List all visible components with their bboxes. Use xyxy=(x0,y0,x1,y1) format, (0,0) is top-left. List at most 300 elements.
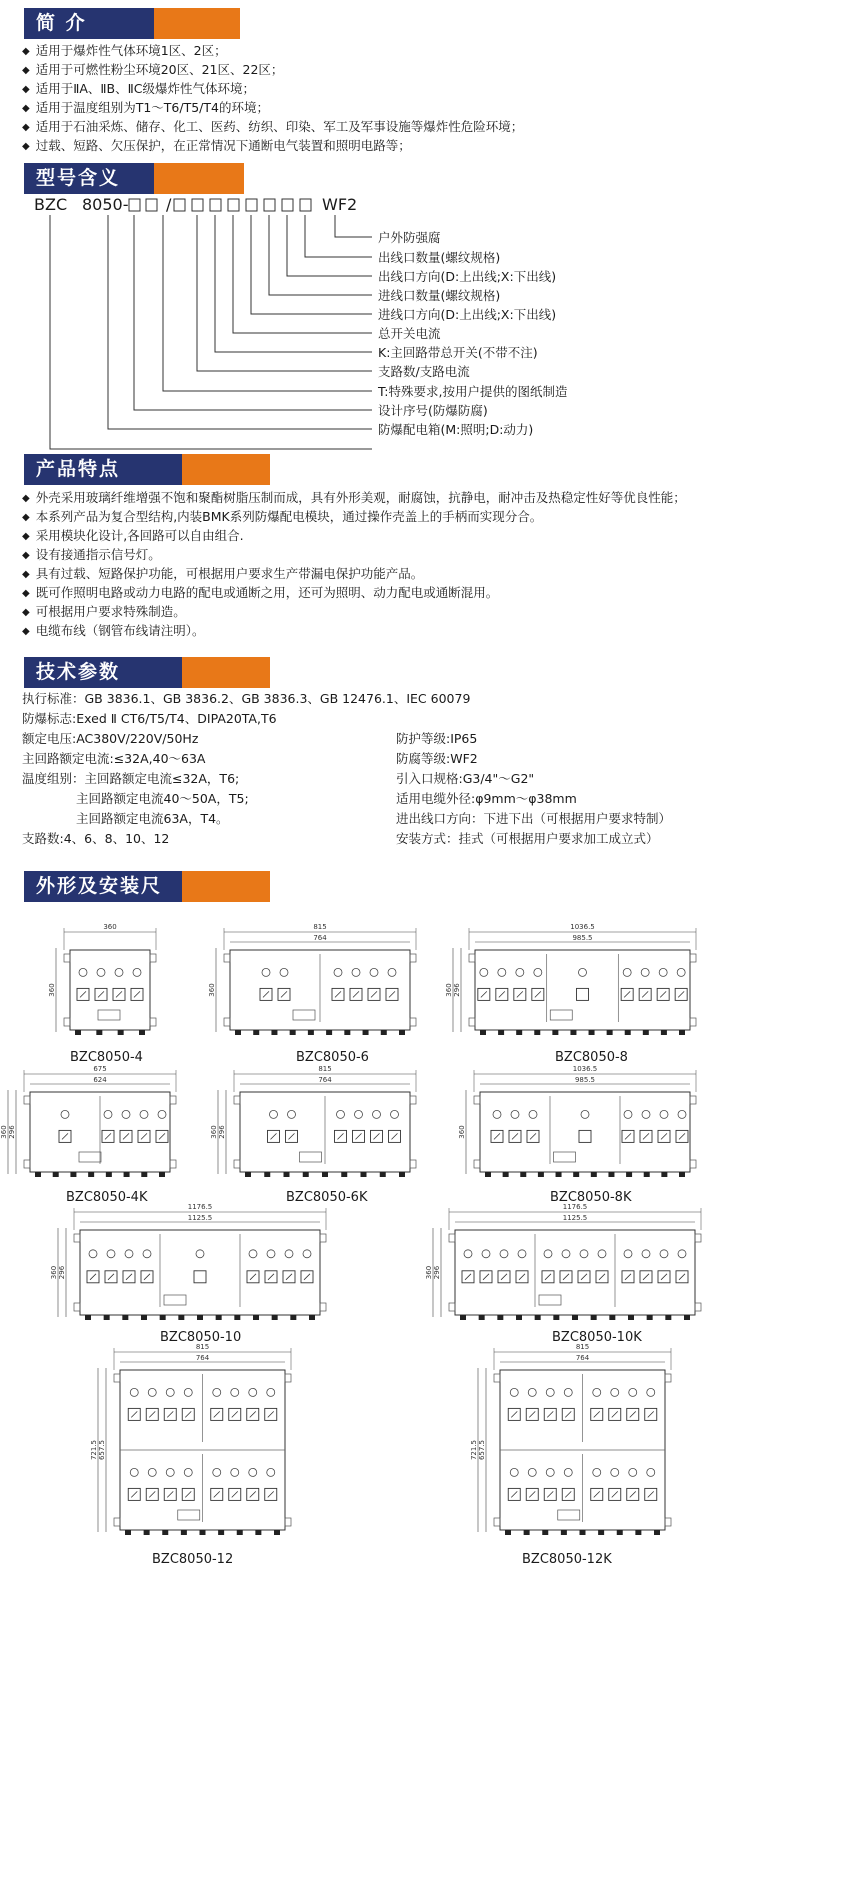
feature-item: ◆ 既可作照明电路或动力电路的配电或通断之用，还可为照明、动力配电或通断混用。 xyxy=(22,585,498,602)
module-indicator-lamp xyxy=(660,1250,668,1258)
module-switch-handle xyxy=(645,1488,657,1500)
cable-gland xyxy=(524,1530,530,1535)
cable-gland xyxy=(271,1030,277,1035)
module-indicator-lamp xyxy=(528,1388,536,1396)
module-switch-handle xyxy=(389,1130,401,1142)
module-indicator-lamp xyxy=(213,1468,221,1476)
module-switch-handle xyxy=(675,988,687,1000)
module-indicator-lamp xyxy=(518,1250,526,1258)
module-switch-handle xyxy=(622,1130,634,1142)
module-indicator-lamp xyxy=(280,968,288,976)
enclosure-outline xyxy=(500,1370,665,1530)
dimension-inner-width-label: 1125.5 xyxy=(187,1214,213,1222)
module-switch-handle xyxy=(120,1130,132,1142)
module-indicator-lamp xyxy=(564,1468,572,1476)
module-switch-handle xyxy=(265,1408,277,1420)
module-switch-handle xyxy=(480,1271,492,1283)
cable-gland xyxy=(245,1172,251,1177)
feature-item: ◆ 电缆布线（钢管布线请注明）。 xyxy=(22,623,204,640)
section-title: 型号含义 xyxy=(24,163,154,194)
module-indicator-lamp xyxy=(352,968,360,976)
module-switch-handle xyxy=(268,1130,280,1142)
cable-gland xyxy=(570,1030,576,1035)
tech-left-item: 主回路额定电流63A，T4。 xyxy=(76,811,229,826)
cable-gland xyxy=(591,1315,597,1320)
section-header-tech xyxy=(24,657,270,688)
module-indicator-lamp xyxy=(140,1110,148,1118)
intro-item: ◆ 过载、短路、欠压保护，在正常情况下通断电气装置和照明电路等； xyxy=(22,138,411,155)
cable-gland xyxy=(580,1530,586,1535)
cable-gland xyxy=(661,1172,667,1177)
dimension-height-label: 360 xyxy=(0,1125,8,1139)
tech-right-item: 适用电缆外径:φ9mm～φ38mm xyxy=(396,791,577,806)
module-switch-handle xyxy=(658,1271,670,1283)
cable-gland xyxy=(237,1530,243,1535)
module-switch-handle xyxy=(542,1271,554,1283)
cable-gland xyxy=(144,1530,150,1535)
dimension-inner-width-label: 764 xyxy=(575,1354,590,1362)
cable-gland xyxy=(181,1530,187,1535)
model-label: 设计序号(防爆防腐) xyxy=(378,403,488,418)
dimension-inner-width-label: 764 xyxy=(195,1354,210,1362)
model-slash: / xyxy=(166,195,172,214)
module-switch-handle xyxy=(591,1488,603,1500)
cable-gland xyxy=(200,1530,206,1535)
module-indicator-lamp xyxy=(546,1468,554,1476)
cable-gland xyxy=(665,1315,671,1320)
tech-exmark: 防爆标志:Exed Ⅱ CT6/T5/T4、DIPA20TA,T6 xyxy=(22,711,277,726)
cable-gland xyxy=(479,1315,485,1320)
section-header-features xyxy=(24,454,270,485)
model-label: 出线口方向(D:上出线;X:下出线) xyxy=(378,269,557,284)
cable-gland xyxy=(520,1172,526,1177)
dimension-width-label: 1176.5 xyxy=(562,1203,588,1211)
module-indicator-lamp xyxy=(500,1250,508,1258)
module-switch-handle xyxy=(639,988,651,1000)
section-title: 产品特点 xyxy=(24,454,182,485)
cable-gland xyxy=(344,1030,350,1035)
feature-item: ◆ 外壳采用玻璃纤维增强不饱和聚酯树脂压制而成，具有外形美观，耐腐蚀，抗静电，耐冲击及热稳定性好等优良性能； xyxy=(22,490,686,507)
cable-gland xyxy=(497,1315,503,1320)
model-label: 防爆配电箱(M:照明;D:动力) xyxy=(378,422,534,437)
module-switch-handle xyxy=(657,988,669,1000)
dimension-inner-width-label: 985.5 xyxy=(572,934,593,942)
module-indicator-lamp xyxy=(528,1468,536,1476)
cable-gland xyxy=(216,1315,222,1320)
cable-gland xyxy=(460,1315,466,1320)
dimension-inner-width-label: 764 xyxy=(318,1076,332,1084)
module-switch-handle xyxy=(247,1488,259,1500)
cable-gland xyxy=(361,1172,367,1177)
module-indicator-lamp xyxy=(464,1250,472,1258)
enclosure-outline xyxy=(30,1092,170,1172)
module-switch-handle xyxy=(350,988,362,1000)
module-indicator-lamp xyxy=(61,1110,69,1118)
cable-gland xyxy=(591,1172,597,1177)
section-header-model xyxy=(24,163,244,194)
module-switch-handle xyxy=(544,1488,556,1500)
tech-right-item: 进出线口方向：下进下出（可根据用户要求特制） xyxy=(396,811,672,826)
module-indicator-lamp xyxy=(391,1110,399,1118)
module-indicator-lamp xyxy=(529,1110,537,1118)
cable-gland xyxy=(516,1315,522,1320)
dimension-height-label: 360 xyxy=(458,1125,466,1139)
module-switch-handle xyxy=(128,1408,140,1420)
cable-gland xyxy=(218,1530,224,1535)
cable-gland xyxy=(70,1172,76,1177)
module-indicator-lamp xyxy=(611,1468,619,1476)
cable-gland xyxy=(598,1530,604,1535)
module-indicator-lamp xyxy=(647,1468,655,1476)
cable-gland xyxy=(308,1030,314,1035)
module-indicator-lamp xyxy=(355,1110,363,1118)
drawing-caption: BZC8050-10K xyxy=(552,1330,642,1345)
module-indicator-lamp xyxy=(122,1110,130,1118)
cable-gland xyxy=(644,1172,650,1177)
module-indicator-lamp xyxy=(133,968,141,976)
cable-gland xyxy=(608,1172,614,1177)
cable-gland xyxy=(498,1030,504,1035)
feature-item: ◆ 设有接通指示信号灯。 xyxy=(22,547,161,564)
dimension-height-label: 360 xyxy=(425,1265,433,1280)
module-indicator-lamp xyxy=(79,968,87,976)
enclosure-outline xyxy=(80,1230,320,1315)
module-switch-handle xyxy=(260,988,272,1000)
module-indicator-lamp xyxy=(231,1388,239,1396)
module-switch-handle xyxy=(113,988,125,1000)
module-switch-handle xyxy=(301,1271,313,1283)
cable-gland xyxy=(75,1030,81,1035)
tech-right-item: 防护等级:IP65 xyxy=(396,731,478,746)
module-indicator-lamp xyxy=(370,968,378,976)
dimension-height-label: 360 xyxy=(210,1125,218,1139)
dimension-width-label: 815 xyxy=(313,923,327,931)
module-switch-handle xyxy=(621,988,633,1000)
cable-gland xyxy=(552,1030,558,1035)
module-indicator-lamp xyxy=(143,1250,151,1258)
module-switch-handle xyxy=(491,1130,503,1142)
cable-gland xyxy=(178,1315,184,1320)
module-switch-handle xyxy=(247,1408,259,1420)
cable-gland xyxy=(534,1030,540,1035)
cable-gland xyxy=(35,1172,41,1177)
cable-gland xyxy=(106,1172,112,1177)
module-switch-handle xyxy=(578,1271,590,1283)
module-indicator-lamp xyxy=(107,1250,115,1258)
dimension-width-label: 815 xyxy=(318,1065,332,1073)
module-switch-handle xyxy=(640,1271,652,1283)
cable-gland xyxy=(535,1315,541,1320)
feature-item: ◆ 采用模块化设计,各回路可以自由组合. xyxy=(22,528,244,545)
module-switch-handle xyxy=(247,1271,259,1283)
dimension-height-label: 657.5 xyxy=(478,1439,486,1461)
dimension-height-label: 296 xyxy=(58,1265,66,1280)
module-indicator-lamp xyxy=(184,1388,192,1396)
module-switch-handle xyxy=(164,1408,176,1420)
module-switch-handle xyxy=(526,1408,538,1420)
cable-gland xyxy=(309,1315,315,1320)
cable-gland xyxy=(274,1530,280,1535)
dimension-width-label: 815 xyxy=(195,1343,210,1351)
feature-item: ◆ 可根据用户要求特殊制造。 xyxy=(22,604,186,621)
module-switch-handle xyxy=(508,1488,520,1500)
module-indicator-lamp xyxy=(303,1250,311,1258)
dimension-height-label: 296 xyxy=(433,1265,441,1280)
module-indicator-lamp xyxy=(678,1250,686,1258)
module-switch-handle xyxy=(138,1130,150,1142)
model-label: 户外防强腐 xyxy=(378,230,441,245)
module-switch-handle xyxy=(368,988,380,1000)
dimension-width-label: 815 xyxy=(575,1343,590,1351)
cable-gland xyxy=(125,1530,131,1535)
module-switch-handle xyxy=(211,1408,223,1420)
module-indicator-lamp xyxy=(262,968,270,976)
module-switch-handle xyxy=(286,1130,298,1142)
module-indicator-lamp xyxy=(516,968,524,976)
module-switch-handle xyxy=(609,1408,621,1420)
module-switch-handle xyxy=(146,1488,158,1500)
module-indicator-lamp xyxy=(249,1250,257,1258)
module-indicator-lamp xyxy=(624,1250,632,1258)
module-indicator-lamp xyxy=(593,1388,601,1396)
enclosure-outline xyxy=(70,950,150,1030)
module-indicator-lamp xyxy=(104,1110,112,1118)
enclosure-outline xyxy=(475,950,690,1030)
cable-gland xyxy=(679,1172,685,1177)
module-indicator-lamp xyxy=(677,968,685,976)
enclosure-outline xyxy=(120,1370,285,1530)
module-indicator-lamp xyxy=(130,1468,138,1476)
cable-gland xyxy=(160,1315,166,1320)
module-switch-handle xyxy=(386,988,398,1000)
module-switch-handle xyxy=(265,1271,277,1283)
cable-gland xyxy=(96,1030,102,1035)
cable-gland xyxy=(118,1030,124,1035)
cable-gland xyxy=(122,1315,128,1320)
module-switch-handle xyxy=(211,1488,223,1500)
module-indicator-lamp xyxy=(231,1468,239,1476)
dimension-width-label: 1176.5 xyxy=(187,1203,213,1211)
module-indicator-lamp xyxy=(482,1250,490,1258)
feature-item: ◆ 具有过载、短路保护功能，可根据用户要求生产带漏电保护功能产品。 xyxy=(22,566,423,583)
module-indicator-lamp xyxy=(660,1110,668,1118)
cable-gland xyxy=(272,1315,278,1320)
dimension-height-label: 360 xyxy=(208,983,216,997)
section-header-intro xyxy=(24,8,240,39)
tech-right-item: 防腐等级:WF2 xyxy=(396,751,478,766)
module-switch-handle xyxy=(609,1488,621,1500)
module-indicator-lamp xyxy=(480,968,488,976)
cable-gland xyxy=(290,1030,296,1035)
module-switch-handle xyxy=(265,1488,277,1500)
module-switch-handle xyxy=(128,1488,140,1500)
module-switch-handle xyxy=(371,1130,383,1142)
model-label: 出线口数量(螺纹规格) xyxy=(378,250,501,265)
module-indicator-lamp xyxy=(89,1250,97,1258)
cable-gland xyxy=(505,1530,511,1535)
module-switch-handle xyxy=(562,1488,574,1500)
cable-gland xyxy=(53,1172,59,1177)
module-switch-handle xyxy=(164,1488,176,1500)
model-label: T:特殊要求,按用户提供的图纸制造 xyxy=(378,384,568,399)
dimension-inner-width-label: 764 xyxy=(313,934,327,942)
module-switch-handle xyxy=(146,1408,158,1420)
cable-gland xyxy=(399,1172,405,1177)
cable-gland xyxy=(159,1172,165,1177)
dimension-width-label: 1036.5 xyxy=(570,923,595,931)
module-indicator-lamp xyxy=(148,1468,156,1476)
drawing-caption: BZC8050-12K xyxy=(522,1552,612,1567)
cable-gland xyxy=(253,1315,259,1320)
module-indicator-lamp xyxy=(593,1468,601,1476)
model-code-diagram xyxy=(0,195,860,450)
model-label: 进线口方向(D:上出线;X:下出线) xyxy=(378,307,557,322)
model-label: 进线口数量(螺纹规格) xyxy=(378,288,501,303)
module-indicator-lamp xyxy=(267,1388,275,1396)
cable-gland xyxy=(322,1172,328,1177)
intro-item: ◆ 适用于ⅡA、ⅡB、ⅡC级爆炸性气体环境； xyxy=(22,81,255,98)
module-indicator-lamp xyxy=(213,1388,221,1396)
tech-standard: 执行标准：GB 3836.1、GB 3836.2、GB 3836.3、GB 12476.1、IEC 60079 xyxy=(22,691,471,706)
model-label: 支路数/支路电流 xyxy=(378,364,470,379)
cable-gland xyxy=(380,1172,386,1177)
module-switch-handle xyxy=(532,988,544,1000)
cable-gland xyxy=(284,1172,290,1177)
module-indicator-lamp xyxy=(270,1110,278,1118)
cable-gland xyxy=(561,1530,567,1535)
module-switch-handle xyxy=(544,1408,556,1420)
module-indicator-lamp xyxy=(249,1468,257,1476)
module-switch-handle xyxy=(496,988,508,1000)
dimension-height-label: 360 xyxy=(50,1265,58,1280)
module-indicator-lamp xyxy=(166,1388,174,1396)
cable-gland xyxy=(139,1030,145,1035)
cable-gland xyxy=(542,1530,548,1535)
module-switch-handle xyxy=(627,1408,639,1420)
module-indicator-lamp xyxy=(642,1110,650,1118)
intro-item: ◆ 适用于爆炸性气体环境1区、2区； xyxy=(22,43,227,60)
module-switch-handle xyxy=(526,1488,538,1500)
dimension-height-label: 296 xyxy=(218,1125,226,1139)
dimension-height-label: 721.5 xyxy=(90,1439,98,1461)
module-switch-handle xyxy=(59,1130,71,1142)
module-switch-handle xyxy=(676,1271,688,1283)
dimension-height-label: 360 xyxy=(445,983,453,997)
module-switch-handle xyxy=(658,1130,670,1142)
dimension-height-label: 296 xyxy=(453,983,461,997)
module-switch-handle xyxy=(95,988,107,1000)
module-switch-handle xyxy=(591,1408,603,1420)
cable-gland xyxy=(255,1530,261,1535)
module-indicator-lamp xyxy=(598,1250,606,1258)
module-indicator-lamp xyxy=(493,1110,501,1118)
module-switch-handle xyxy=(622,1271,634,1283)
module-indicator-lamp xyxy=(166,1468,174,1476)
module-indicator-lamp xyxy=(288,1110,296,1118)
cable-gland xyxy=(617,1530,623,1535)
module-switch-handle xyxy=(332,988,344,1000)
drawing-caption: BZC8050-8K xyxy=(550,1190,632,1205)
enclosure-outline xyxy=(230,950,410,1030)
enclosure-outline xyxy=(240,1092,410,1172)
drawing-caption: BZC8050-4K xyxy=(66,1190,148,1205)
module-switch-handle xyxy=(156,1130,168,1142)
module-switch-handle xyxy=(527,1130,539,1142)
module-switch-handle xyxy=(105,1271,117,1283)
cable-gland xyxy=(399,1030,405,1035)
dimension-inner-width-label: 624 xyxy=(93,1076,107,1084)
intro-item: ◆ 适用于可燃性粉尘环境20区、21区、22区； xyxy=(22,62,283,79)
module-indicator-lamp xyxy=(249,1388,257,1396)
module-indicator-lamp xyxy=(97,968,105,976)
drawing-caption: BZC8050-6 xyxy=(296,1050,369,1065)
cable-gland xyxy=(141,1315,147,1320)
module-switch-handle xyxy=(123,1271,135,1283)
tech-left-item: 主回路额定电流:≤32A,40～63A xyxy=(22,751,206,766)
cable-gland xyxy=(234,1315,240,1320)
module-switch-handle xyxy=(462,1271,474,1283)
module-indicator-lamp xyxy=(498,968,506,976)
intro-item: ◆ 适用于温度组别为T1～T6/T5/T4的环境； xyxy=(22,100,269,117)
module-indicator-lamp xyxy=(267,1468,275,1476)
tech-left-item: 支路数:4、6、8、10、12 xyxy=(22,831,170,846)
cable-gland xyxy=(235,1030,241,1035)
cable-gland xyxy=(326,1030,332,1035)
cable-gland xyxy=(589,1030,595,1035)
model-prefix: BZC xyxy=(34,195,68,214)
module-switch-handle xyxy=(283,1271,295,1283)
module-indicator-lamp xyxy=(647,1388,655,1396)
module-indicator-lamp xyxy=(510,1468,518,1476)
tech-right-item: 引入口规格:G3/4"～G2" xyxy=(396,771,535,786)
cable-gland xyxy=(553,1315,559,1320)
module-indicator-lamp xyxy=(546,1388,554,1396)
module-indicator-lamp xyxy=(623,968,631,976)
cable-gland xyxy=(516,1030,522,1035)
cable-gland xyxy=(661,1030,667,1035)
feature-item: ◆ 本系列产品为复合型结构,内装BMK系列防爆配电模块，通过操作壳盖上的手柄而实现分合。 xyxy=(22,509,542,526)
cable-gland xyxy=(88,1172,94,1177)
module-indicator-lamp xyxy=(115,968,123,976)
cable-gland xyxy=(363,1030,369,1035)
tech-right-item: 安装方式：挂式（可根据用户要求加工成立式） xyxy=(396,831,659,846)
section-title: 外形及安装尺寸 xyxy=(24,871,182,902)
module-switch-handle xyxy=(278,988,290,1000)
module-indicator-lamp xyxy=(158,1110,166,1118)
module-indicator-lamp xyxy=(534,968,542,976)
section-title: 技术参数 xyxy=(24,657,182,688)
cable-gland xyxy=(635,1530,641,1535)
module-switch-handle xyxy=(182,1488,194,1500)
module-switch-handle xyxy=(676,1130,688,1142)
module-indicator-lamp xyxy=(130,1388,138,1396)
cable-gland xyxy=(253,1030,259,1035)
module-switch-handle xyxy=(596,1271,608,1283)
drawing-caption: BZC8050-8 xyxy=(555,1050,628,1065)
section-title: 简 介 xyxy=(24,8,154,39)
cable-gland xyxy=(162,1530,168,1535)
module-switch-handle xyxy=(498,1271,510,1283)
cable-gland xyxy=(628,1315,634,1320)
cable-gland xyxy=(625,1030,631,1035)
module-indicator-lamp xyxy=(544,1250,552,1258)
cable-gland xyxy=(303,1172,309,1177)
model-code: 8050- xyxy=(82,195,129,214)
module-indicator-lamp xyxy=(624,1110,632,1118)
module-indicator-lamp xyxy=(337,1110,345,1118)
cable-gland xyxy=(503,1172,509,1177)
cable-gland xyxy=(643,1030,649,1035)
